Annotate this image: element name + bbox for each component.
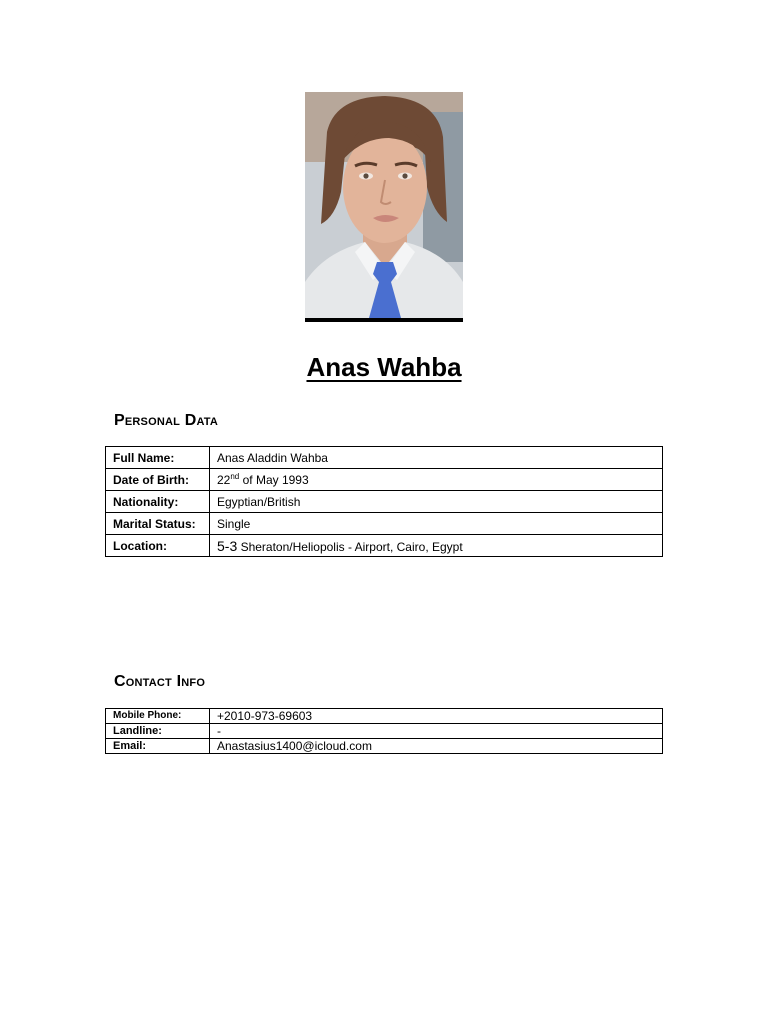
- table-row: [106, 724, 663, 739]
- location-value: [210, 535, 663, 557]
- profile-photo: [305, 92, 463, 318]
- date-of-birth-value: [210, 469, 663, 491]
- personal-data-heading: Personal Data: [114, 412, 219, 429]
- marital-status-label: Marital Status:: [106, 513, 210, 535]
- table-row: [106, 535, 663, 557]
- full-name-label: Full Name:: [106, 447, 210, 469]
- candidate-name: Anas Wahba: [306, 352, 462, 382]
- full-name-value: Anas Aladdin Wahba: [210, 447, 663, 469]
- contact-info-heading: Contact Info: [114, 673, 206, 690]
- table-row: [106, 513, 663, 535]
- table-row: [106, 491, 663, 513]
- landline-label: Landline:: [106, 724, 210, 739]
- location-rest: Sheraton/Heliopolis - Airport, Cairo, Egypt: [237, 539, 463, 554]
- table-row: [106, 469, 663, 491]
- dob-day: 22: [217, 472, 231, 487]
- date-of-birth-label: Date of Birth:: [106, 469, 210, 491]
- email-label: Email:: [106, 739, 210, 754]
- photo-underline-rule: [305, 318, 463, 322]
- mobile-phone-label: Mobile Phone:: [106, 709, 210, 724]
- contact-info-table: [105, 708, 663, 754]
- mobile-phone-value: +2010-973-69603: [210, 709, 663, 724]
- dob-rest: of May 1993: [239, 472, 309, 487]
- landline-value: -: [210, 724, 663, 739]
- location-label: Location:: [106, 535, 210, 557]
- nationality-value: Egyptian/British: [210, 491, 663, 513]
- portrait-illustration: [305, 92, 463, 318]
- table-row: [106, 447, 663, 469]
- personal-data-table: [105, 446, 663, 557]
- email-value: Anastasius1400@icloud.com: [210, 739, 663, 754]
- dob-day-suffix: nd: [230, 471, 240, 481]
- candidate-name-heading: [0, 350, 768, 384]
- table-row: [106, 739, 663, 754]
- table-row: [106, 709, 663, 724]
- nationality-label: Nationality:: [106, 491, 210, 513]
- marital-status-value: Single: [210, 513, 663, 535]
- location-number: 5-3: [217, 537, 238, 554]
